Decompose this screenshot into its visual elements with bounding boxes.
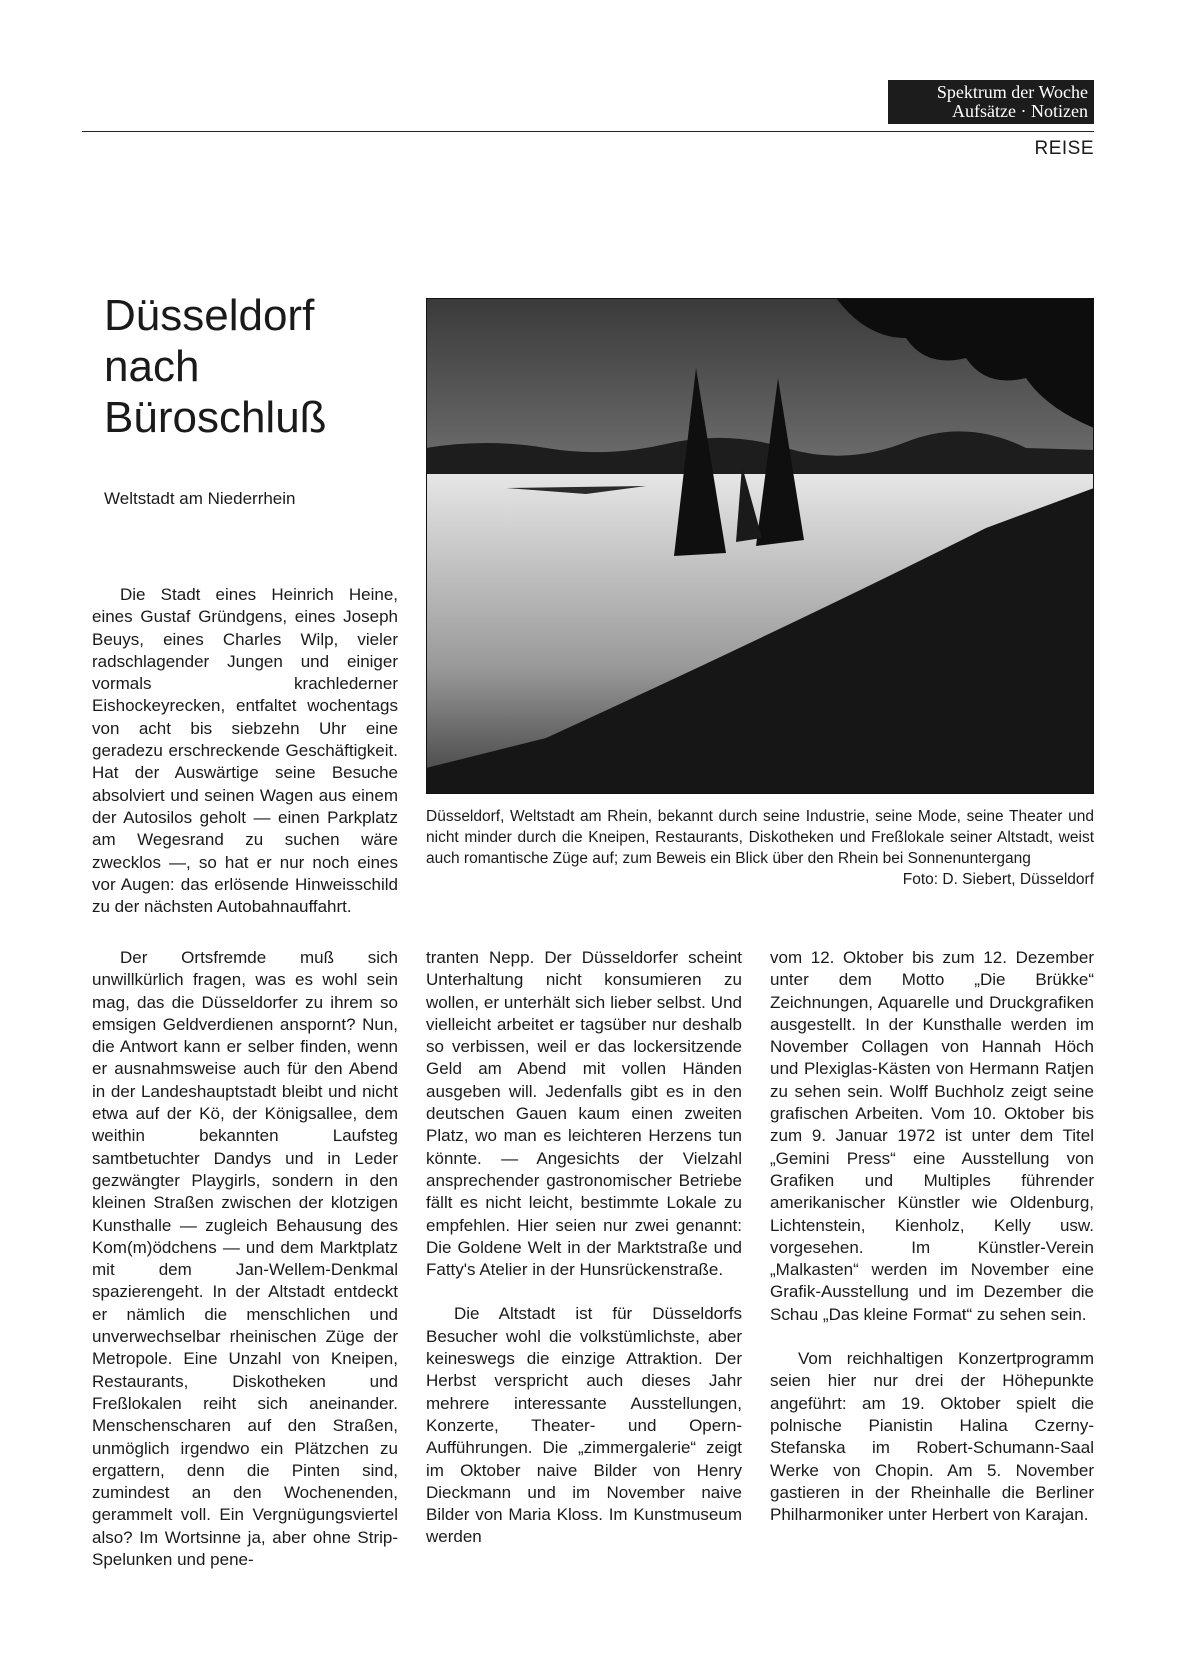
column-3 [770, 947, 1094, 1526]
header-box-line-2: Aufsätze · Notizen [952, 101, 1088, 121]
header-rule [82, 131, 1094, 132]
section-label: REISE [1034, 138, 1094, 159]
rhine-sunset-photo [426, 298, 1094, 794]
lead-text: Die Stadt eines Heinrich Heine, eines Gustaf Gründgens, eines Joseph Beuys, eines Charles Wilp, vieler radschlagender Jungen und einiger vormals krachlederner Eishockeyrecken, entfaltet wochentags von acht bis siebzehn Uhr eine geradezu erschreckende Geschäftigkeit. Hat der Auswärtige seine Besuche absolviert und seinen Wagen aus einem der Autosilos geholt — einen Parkplatz am Wegesrand zu suchen wäre zwecklos —, so hat er nur noch eines vor Augen: das erlösende Hinweisschild zu der nächsten Autobahnauffahrt. [92, 585, 398, 917]
header-box-line-1: Spektrum der Woche [936, 82, 1088, 102]
section-header-box [888, 80, 1094, 124]
lead-paragraph [92, 584, 398, 918]
column-2-paragraph-2: Die Altstadt ist für Düsseldorfs Besucher wohl die volkstümlichste, aber keineswegs die einzige Attraktion. Der Herbst verspricht auch dieses Jahr mehrere interessante Ausstellungen, Konzerte, Theater- und Opern-Aufführungen. Die „zimmergalerie“ zeigt im Oktober naive Bilder von Henry Dieckmann und im November naive Bilder von Maria Kloss. Im Kunstmuseum werden [426, 1304, 742, 1547]
title-line-2: nach [104, 342, 200, 391]
article-subtitle: Weltstadt am Niederrhein [104, 489, 296, 508]
photo-caption-text: Düsseldorf, Weltstadt am Rhein, bekannt durch seine Industrie, seine Mode, seine Theater und nicht minder durch die Kneipen, Restaurants, Diskotheken und Freßlokale seiner Altstadt, weist auch romantische Züge auf; zum Beweis ein Blick über den Rhein bei Sonnenuntergang [426, 808, 1094, 867]
column-3-paragraph-2: Vom reichhaltigen Konzertprogramm seien hier nur drei der Höhepunkte angeführt: am 19. Oktober spielt die polnische Pianistin Halina Czerny-Stefanska im Robert-Schumann-Saal Werke von Chopin. Am 5. November gastieren in der Rheinhalle die Berliner Philharmoniker unter Herbert von Karajan. [770, 1349, 1094, 1525]
title-line-1: Düsseldorf [104, 291, 315, 340]
column-3-paragraph-1: vom 12. Oktober bis zum 12. Dezember unter dem Motto „Die Brükke“ Zeichnungen, Aquarelle und Druckgrafiken ausgestellt. In der Kunsthalle werden im November Collagen von Hannah Höch und Plexiglas-Kästen von Hermann Ratjen zu sehen sein. Wolff Buchholz zeigt seine grafischen Arbeiten. Vom 10. Oktober bis zum 9. Januar 1972 ist unter dem Titel „Gemini Press“ eine Ausstellung von Grafiken und Multiples führender amerikanischer Künstler wie Oldenburg, Lichtenstein, Kienholz, Kelly usw. vorgesehen. Im Künstler-Verein „Malkasten“ werden im November eine Grafik-Ausstellung und im Dezember die Schau „Das kleine Format“ zu sehen sein. [770, 948, 1094, 1324]
column-2-paragraph-1: tranten Nepp. Der Düsseldorfer scheint Unterhaltung nicht konsumieren zu wollen, er unterhält sich lieber selbst. Und vielleicht arbeitet er tagsüber nur deshalb so verbissen, weil er das lockersitzende Geld am Abend mit vollen Händen ausgeben will. Jedenfalls gibt es in den deutschen Gauen kaum einen zweiten Platz, wo man es leichteren Herzens tun könnte. — Angesichts der Vielzahl ansprechender gastronomischer Betriebe fällt es nicht leicht, bestimmte Lokale zu empfehlen. Hier seien nur zwei genannt: Die Goldene Welt in der Marktstraße und Fatty's Atelier in der Hunsrückenstraße. [426, 948, 742, 1280]
photo-credit: Foto: D. Siebert, Düsseldorf [902, 871, 1094, 888]
title-line-3: Büroschluß [104, 393, 327, 442]
column-1-paragraph: Der Ortsfremde muß sich unwillkürlich fragen, was es wohl sein mag, das die Düsseldorfer zu ihrem so emsigen Geldverdienen anspornt? Nun, die Antwort kann er selber finden, wenn er ausnahmsweise auch für den Abend in der Landeshauptstadt bleibt und nicht etwa auf der Kö, der Königsallee, dem weithin bekannten Laufsteg samtbetuchter Dandys und in Leder gezwängter Playgirls, sondern in den kleinen Straßen zwischen der klotzigen Kunsthalle — zugleich Behausung des Kom(m)ödchens — und dem Marktplatz mit dem Jan-Wellem-Denkmal spazierengeht. In der Altstadt entdeckt er nämlich die menschlichen und unverwechselbar rheinischen Züge der Metropole. Eine Unzahl von Kneipen, Restaurants, Diskotheken und Freßlokalen reiht sich aneinander. Menschenscharen auf den Straßen, unmöglich irgendwo ein Plätzchen zu ergattern, denn die Pinten sind, zumindest an den Wochenenden, gerammelt voll. Ein Vergnügungsviertel also? Im Wortsinne ja, aber ohne Strip-Spelunken und pene- [92, 948, 398, 1570]
article-title [104, 290, 404, 443]
photo-caption [426, 806, 1094, 890]
column-1 [92, 947, 398, 1571]
column-2 [426, 947, 742, 1549]
